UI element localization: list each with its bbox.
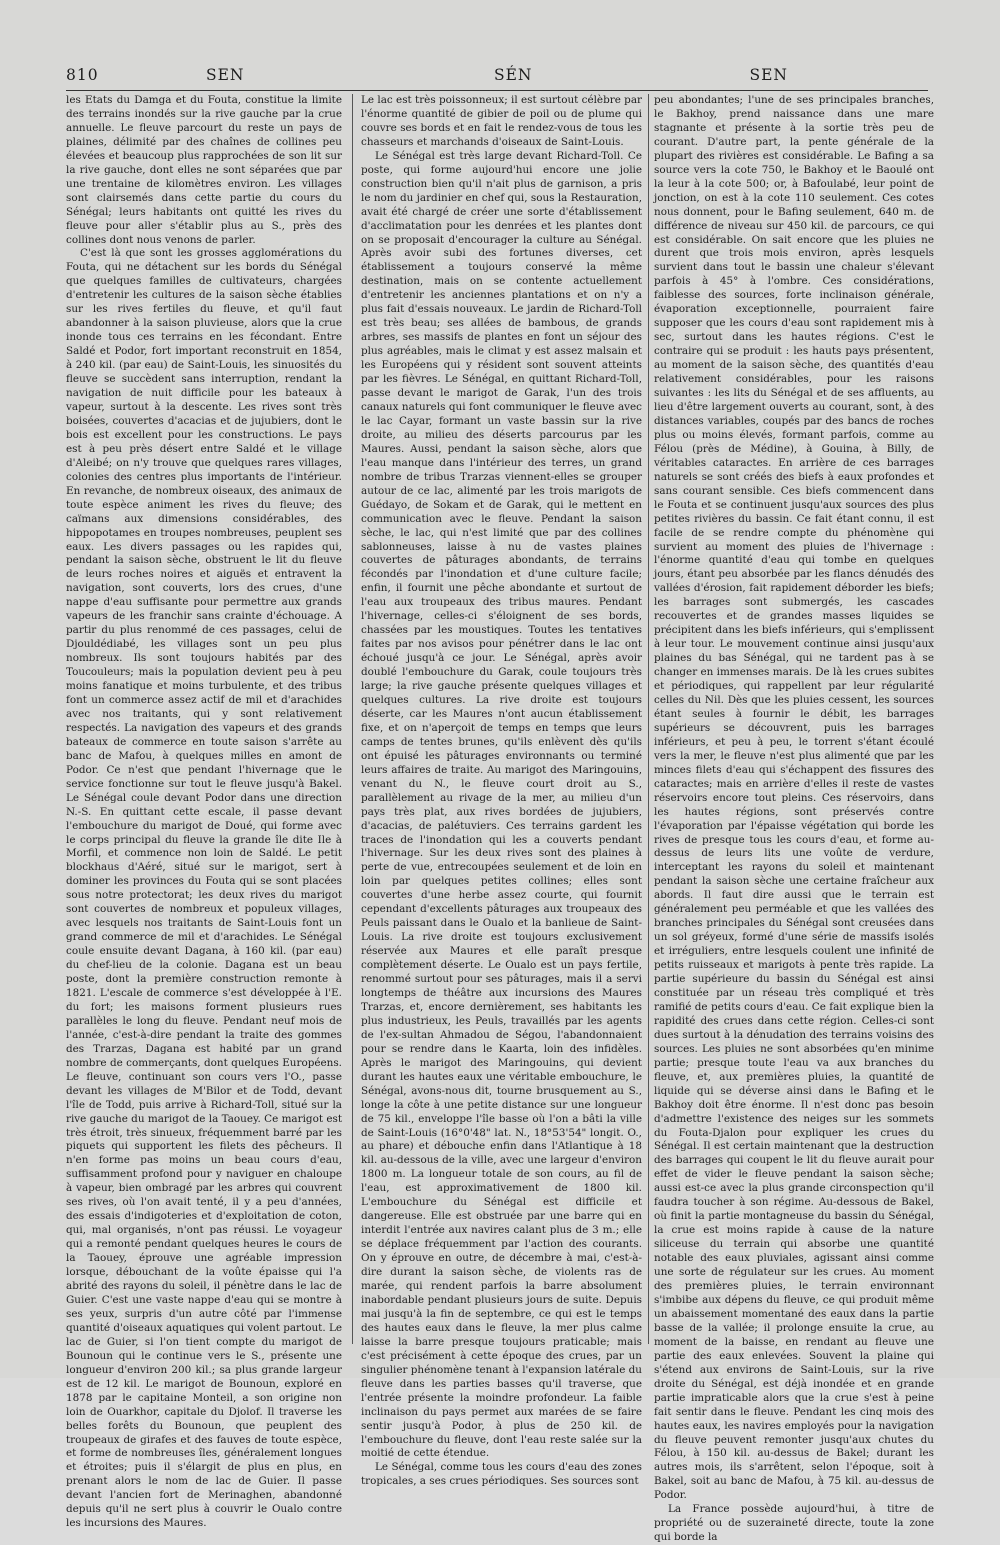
column-divider — [352, 94, 353, 1344]
header-center-word: SÉN — [494, 66, 533, 84]
header-left-word: SEN — [206, 66, 245, 84]
column-1 — [66, 94, 342, 1530]
column-divider — [648, 94, 649, 1344]
column-2 — [361, 94, 642, 1488]
paragraph: Le lac est très poissonneux; il est surtout célèbre par l'énorme quantité de gibier de poil ou de plume qui couvre ses bords et en fait le rendez-vous de tous les chasseurs et marchands d'oiseaux de Saint-Louis. — [361, 94, 642, 148]
paragraph: Le Sénégal est très large devant Richard-Toll. Ce poste, qui forme aujourd'hui encore une jolie construction bien qu'il n'ait plus de garnison, a pris le nom du jardinier en chef qui, sous la Restauration, avait été chargé de créer une sorte d'établissement d'acclimatation pour les denrées et les plantes dont on se proposait d'encourager la culture au Sénégal. Après avoir subi des fortunes diverses, cet établissement a toujours conservé la même destination, mais on se contente actuellement d'entretenir les anciennes plantations et on n'y a plus fait d'essais nouveaux. Le jardin de Richard-Toll est très beau; ses allées de bambous, de grands arbres, ses massifs de plantes en font un séjour des plus agréables, mais le climat y est assez malsain et les Européens qui y résident sont souvent atteints par les fièvres. Le Sénégal, en quittant Richard-Toll, passe devant le marigot de Garak, l'un des trois canaux naturels qui font communiquer le fleuve avec le lac Cayar, formant un vaste bassin sur la rive droite, au milieu des déserts parcourus par les Maures. Aussi, pendant la saison sèche, alors que l'eau manque dans l'intérieur des terres, un grand nombre de tribus Trarzas viennent-elles se grouper autour de ce lac, alimenté par les trois marigots de Guédayo, de Sokam et de Garak, qui le mettent en communication avec le fleuve. Pendant la saison sèche, le lac, qui n'est limité que par des collines sablonneuses, laisse à nu de vastes plaines couvertes de pâturages abondants, de terrains fécondés par l'inondation et d'une culture facile; enfin, il fournit une pêche abondante et surtout de l'eau aux troupeaux des tribus maures. Pendant l'hivernage, celles-ci s'éloignent de ses bords, chassées par les moustiques. Toutes les tentatives faites par nos avisos pour pénétrer dans le lac ont échoué jusqu'à ce jour. Le Sénégal, après avoir doublé l'embouchure du Garak, coule toujours très large; la rive gauche présente quelques villages et quelques cultures. La rive droite est toujours déserte, car les Maures n'ont aucun établissement fixe, et on n'aperçoit de temps en temps que leurs camps de tentes brunes, qu'ils enlèvent dès qu'ils ont épuisé les pâturages environnants ou terminé leurs affaires de traite. Au marigot des Maringouins, venant du N., le fleuve court droit au S., parallèlement au rivage de la mer, au milieu d'un pays très plat, aux rives bordées de jujubiers, d'acacias, de palétuviers. Ces terrains gardent les traces de l'inondation qui les a couverts pendant l'hivernage. Sur les deux rives sont des plaines à perte de vue, entrecoupées seulement et de loin en loin par quelques petites collines; elles sont couvertes d'une herbe assez courte, qui fournit cependant d'excellents pâturages aux troupeaux des Peuls paissant dans le Oualo et la banlieue de Saint-Louis. La rive droite est toujours exclusivement réservée aux Maures et elle paraît presque complètement déserte. Le Oualo est un pays fertile, renommé surtout pour ses pâturages, mais il a servi longtemps de théâtre aux incursions des Maures Trarzas, et, encore dernièrement, ses habitants les plus industrieux, les Peuls, travaillés par les agents de l'ex-sultan Ahmadou de Ségou, l'abandonnaient pour se rendre dans le Kaarta, loin des infidèles. Après le marigot des Maringouins, qui devient durant les hautes eaux une véritable embouchure, le Sénégal, avons-nous dit, tourne brusquement au S., longe la côte à une petite distance sur une longueur de 75 kil., enveloppe l'île basse où l'on a bâti la ville de Saint-Louis (16°0'48" lat. N., 18°53'54" longit. O., au phare) et débouche enfin dans l'Atlantique à 18 kil. au-dessous de la ville, avec une largeur d'environ 1800 m. La longueur totale de son cours, au fil de l'eau, est approximativement de 1800 kil. L'embouchure du Sénégal est difficile et dangereuse. Elle est obstruée par une barre qui en interdit l'entrée aux navires calant plus de 3 m.; elle se déplace fréquemment par l'action des courants. On y éprouve en outre, de décembre à mai, c'est-à-dire durant la saison sèche, de violents ras de marée, qui rendent parfois la barre absolument inabordable pendant plusieurs jours de suite. Depuis mai jusqu'à la fin de septembre, ce qui est le temps des hautes eaux dans le fleuve, la mer plus calme laisse la barre presque toujours praticable; mais c'est précisément à cette époque des crues, par un singulier phénomène tenant à l'expansion latérale du fleuve dans les parties basses qu'il traverse, que l'entrée présente la moindre profondeur. La faible inclinaison du pays permet aux marées de se faire sentir jusqu'à Podor, à plus de 250 kil. de l'embouchure du fleuve, dont l'eau reste salée sur la moitié de cette étendue. — [361, 149, 642, 1460]
header-right-word: SEN — [749, 66, 788, 84]
header-rule — [66, 90, 928, 91]
paragraph: peu abondantes; l'une de ses principales branches, le Bakhoy, prend naissance dans une mare stagnante et présente à la sortie très peu de courant. D'autre part, la pente générale de la plupart des rivières est considérable. Le Bafing a sa source vers la cote 750, le Bakhoy et le Baoulé ont la leur à la cote 500; or, à Bafoulabé, leur point de jonction, on est à la cote 110 seulement. Ces cotes nous donnent, pour le Bafing seulement, 640 m. de différence de niveau sur 450 kil. de parcours, ce qui est considérable. On sait encore que les pluies ne durent que trois mois environ, après lesquels survient dans tout le bassin une chaleur s'élevant parfois à 45° à l'ombre. Ces considérations, faiblesse des sources, forte inclinaison générale, évaporation exceptionnelle, pourraient faire supposer que les cours d'eau sont rapidement mis à sec, surtout dans les hautes régions. C'est le contraire qui se produit : les hauts pays présentent, au moment de la saison sèche, des quantités d'eau relativement considérables, pour les raisons suivantes : les lits du Sénégal et de ses affluents, au lieu d'être largement ouverts au courant, sont, à des distances variables, coupés par des bancs de roches plus ou moins élevés, formant parfois, comme au Félou (près de Médine), à Gouina, à Billy, de véritables cataractes. En arrière de ces barrages naturels se sont créés des biefs à eaux profondes et sans courant sensible. Ces biefs commencent dans le Fouta et se continuent jusqu'aux sources des plus petites rivières du bassin. Ce fait étant connu, il est facile de se rendre compte du phénomène qui survient au moment des pluies de l'hivernage : l'énorme quantité d'eau qui tombe en quelques jours, étant peu absorbée par les flancs dénudés des vallées d'érosion, fait rapidement déborder les biefs; les barrages sont submergés, les cascades recouvertes et de grandes masses liquides se précipitent dans les biefs inférieurs, qui s'emplissent à leur tour. Le mouvement continue ainsi jusqu'aux plaines du bas Sénégal, qui ne tardent pas à se changer en immenses marais. De là les crues subites et périodiques, qui rappellent par leur régularité celles du Nil. Dès que les pluies cessent, les sources étant seules à fournir le débit, les barrages supérieurs se découvrent, puis les barrages inférieurs, et peu à peu, le torrent s'étant écoulé vers la mer, le fleuve n'est plus alimenté que par les minces filets d'eau qui s'échappent des fissures des cataractes; mais en arrière d'elles il reste de vastes réservoirs encore tout pleins. Ces réservoirs, dans les hautes régions, sont préservés contre l'évaporation par l'épaisse végétation qui borde les rives de presque tous les cours d'eau, et forme au-dessus de leurs lits une voûte de verdure, interceptant les rayons du soleil et maintenant pendant la saison sèche une certaine fraîcheur aux abords. Il faut dire aussi que le terrain est généralement peu perméable et que les vallées des branches principales du Sénégal sont creusées dans un sol gréyeux, formé d'une série de massifs isolés et irréguliers, entre lesquels coulent une infinité de petits ruisseaux et marigots à pente très rapide. La partie supérieure du bassin du Sénégal est ainsi constituée par un réseau très compliqué et très ramifié de petits cours d'eau. Ce fait explique bien la rapidité des crues dans cette région. Celles-ci sont dues surtout à la dénudation des terrains voisins des sources. Les pluies ne sont absorbées qu'en minime partie; presque toute l'eau va aux branches du fleuve, et, aux premières pluies, la quantité de liquide qui se déverse ainsi dans le Bafing et le Bakhoy doit être énorme. Il n'est donc pas besoin d'admettre l'existence des neiges sur les sommets du Fouta-Djalon pour expliquer les crues du Sénégal. Il est certain maintenant que la destruction des barrages qui coupent le lit du fleuve aurait pour effet de vider le fleuve pendant la saison sèche; aussi est-ce avec la plus grande circonspection qu'il faudra toucher à son régime. Au-dessous de Bakel, où finit la partie montagneuse du bassin du Sénégal, la crue est moins rapide à cause de la nature siliceuse du terrain qui absorbe une quantité notable des eaux pluviales, agissant ainsi comme une sorte de régulateur sur les crues. Au moment des premières pluies, le terrain environnant s'imbibe aux dépens du fleuve, ce qui produit même un abaissement momentané des eaux dans la partie basse de la vallée; il prolonge ensuite la crue, au moment de la baisse, en rendant au fleuve une partie des eaux enlevées. Souvent la plaine qui s'étend aux environs de Saint-Louis, sur la rive droite du Sénégal, est déjà inondée et en grande partie impraticable alors que la crue s'est à peine fait sentir dans le fleuve. Pendant les cinq mois des hautes eaux, les navires employés pour la navigation du fleuve peuvent remonter jusqu'aux chutes du Félou, à 150 kil. au-dessus de Bakel; durant les autres mois, ils s'arrêtent, selon l'époque, soit à Bakel, soit au banc de Mafou, à 75 kil. au-dessus de Podor. — [654, 94, 934, 1502]
running-header — [66, 66, 928, 96]
page-number: 810 — [66, 66, 99, 84]
paragraph: C'est là que sont les grosses agglomérations du Fouta, qui ne détachent sur les bords du Sénégal que quelques familles de cultivateurs, chargées d'entretenir les cultures de la saison sèche établies sur les rives fertiles du fleuve, et qu'il faut abandonner à la saison pluvieuse, alors que la crue inonde tous ces terrains en les fécondant. Entre Saldé et Podor, fort important reconstruit en 1854, à 240 kil. (par eau) de Saint-Louis, les sinuosités du fleuve se succèdent sans interruption, rendant la navigation de nuit difficile pour les bateaux à vapeur, surtout à la descente. Les rives sont très boisées, couvertes d'acacias et de jujubiers, dont le bois est excellent pour les constructions. Le pays est à peu près désert entre Saldé et le village d'Aleibé; on n'y trouve que quelques rares villages, colonies des centres plus importants de l'intérieur. En revanche, de nombreux oiseaux, des animaux de toute espèce animent les rives du fleuve; des caïmans aux dimensions considérables, des hippopotames en troupes nombreuses, peuplent ses eaux. Les divers passages ou les rapides qui, pendant la saison sèche, obstruent le lit du fleuve de leurs roches noires et aiguës et entravent la navigation, sont couverts, lors des crues, d'une nappe d'eau suffisante pour permettre aux grands vapeurs de les franchir sans crainte d'échouage. A partir du plus renommé de ces passages, celui de Djouldédiabé, les villages sont un peu plus nombreux. Ils sont toujours habités par des Toucouleurs; mais la population devient peu à peu moins fanatique et moins turbulente, et des tribus font un commerce assez actif de mil et d'arachides avec nos traitants, qui y sont relativement respectés. La navigation des vapeurs et des grands bateaux de commerce en toute saison s'arrête au banc de Mafou, à quelques milles en amont de Podor. Ce n'est que pendant l'hivernage que le service fonctionne sur tout le fleuve jusqu'à Bakel. Le Sénégal coule devant Podor dans une direction N.-S. En quittant cette escale, il passe devant l'embouchure du marigot de Doué, qui forme avec le corps principal du fleuve la grande île dite Ile à Morfil, et commence non loin de Saldé. Le petit blockhaus d'Aéré, situé sur le marigot, sert à dominer les provinces du Fouta qui se sont placées sous notre protectorat; les deux rives du marigot sont couvertes de nombreux et populeux villages, avec lesquels nos traitants de Saint-Louis font un grand commerce de mil et d'arachides. Le Sénégal coule ensuite devant Dagana, à 160 kil. (par eau) du chef-lieu de la colonie. Dagana est un beau poste, dont la première construction remonte à 1821. L'escale de commerce s'est développée à l'E. du fort; les maisons forment plusieurs rues parallèles le long du fleuve. Pendant neuf mois de l'année, c'est-à-dire pendant la traite des gommes des Trarzas, Dagana est habité par un grand nombre de commerçants, dont quelques Européens. Le fleuve, continuant son cours vers l'O., passe devant les villages de M'Bilor et de Todd, devant l'île de Todd, puis arrive à Richard-Toll, situé sur la rive gauche du marigot de la Taouey. Ce marigot est très étroit, très sinueux, fréquemment barré par les piquets qui supportent les filets des pêcheurs. Il n'en forme pas moins un beau cours d'eau, suffisamment profond pour y naviguer en chaloupe à vapeur, bien ombragé par les arbres qui couvrent ses rives, où l'on avait tenté, il y a peu d'années, des essais d'indigoteries et d'exploitation de coton, qui, mal organisés, n'ont pas réussi. Le voyageur qui a remonté pendant quelques heures le cours de la Taouey, éprouve une agréable impression lorsque, débouchant de la voûte épaisse qui l'a abrité des rayons du soleil, il pénètre dans le lac de Guier. C'est une vaste nappe d'eau qui se montre à ses yeux, surpris d'un autre côté par l'immense quantité d'oiseaux aquatiques qui volent partout. Le lac de Guier, si l'on tient compte du marigot de Bounoun qui le continue vers le S., présente une longueur d'environ 200 kil.; sa plus grande largeur est de 12 kil. Le marigot de Bounoun, exploré en 1878 par le capitaine Monteil, a son origine non loin de Ouarkhor, capitale du Djolof. Il traverse les belles forêts du Bounoun, que peuplent des troupeaux de girafes et des fauves de toute espèce, et forme de nombreuses îles, généralement longues et étroites; puis il s'élargit de plus en plus, en prenant alors le nom de lac de Guier. Il passe devant l'ancien fort de Merinaghen, abandonné depuis qu'il ne sert plus à couvrir le Oualo contre les incursions des Maures. — [66, 247, 342, 1530]
column-3 — [654, 94, 934, 1544]
paragraph: Le Sénégal, comme tous les cours d'eau des zones tropicales, a ses crues périodiques. Ses sources sont — [361, 1461, 642, 1488]
paragraph: les Etats du Damga et du Fouta, constitue la limite des terrains inondés sur la rive gauche par la crue annuelle. Le fleuve parcourt du reste un pays de plaines, délimité par des chaînes de collines peu élevées et beaucoup plus rapprochées de son lit sur la rive gauche, dont elles ne sont séparées que par une trentaine de kilomètres environ. Les villages sont clairsemés dans cette partie du cours du Sénégal; leurs habitants ont quitté les rives du fleuve pour aller s'établir plus au S., près des collines dont nous venons de parler. — [66, 94, 342, 246]
paragraph: La France possède aujourd'hui, à titre de propriété ou de suzeraineté directe, toute la zone qui borde la — [654, 1503, 934, 1544]
